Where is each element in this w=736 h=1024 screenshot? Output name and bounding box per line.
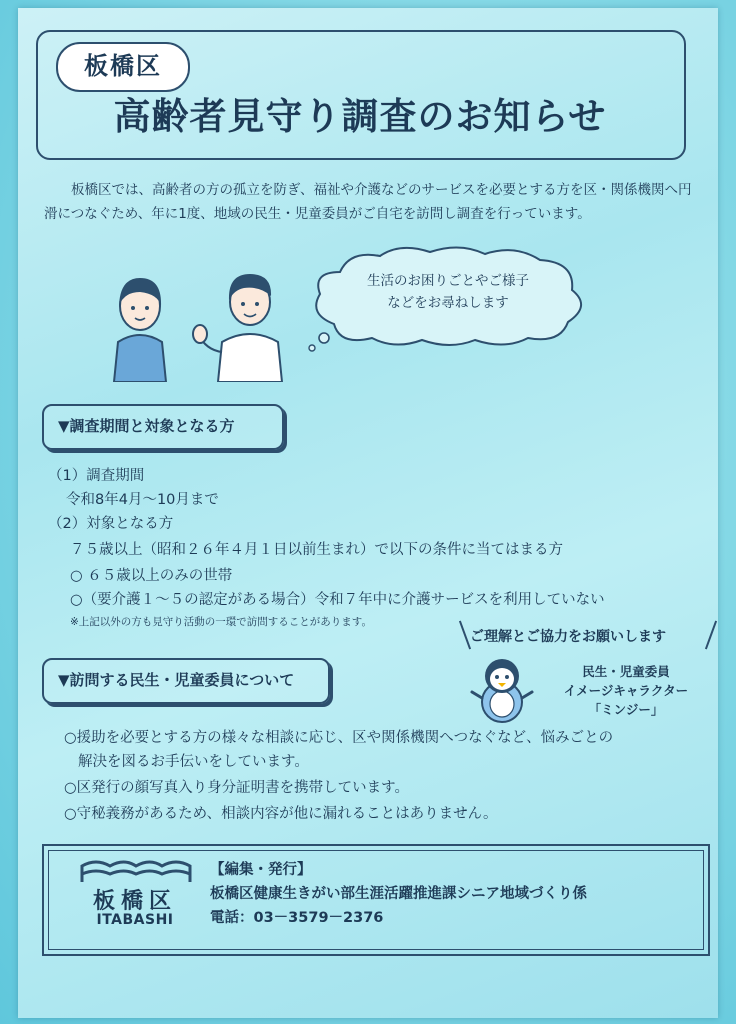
survey-period-heading: ▼調査期間と対象となる方	[42, 404, 284, 450]
mascot-type: イメージキャラクター	[563, 683, 689, 698]
cooperation-request: ご理解とご協力をお願いします	[470, 629, 666, 645]
residents-illustration	[110, 270, 300, 382]
itabashi-logo-icon	[78, 860, 194, 884]
speech-line-2: などをお尋ねします	[387, 295, 509, 311]
speech-line-1: 生活のお困りごとやご様子	[367, 273, 529, 289]
target-condition: ７５歳以上（昭和２６年４月１日以前生まれ）で以下の条件に当てはまる方	[70, 542, 563, 558]
period-value: 令和8年4月～10月まで	[66, 492, 219, 508]
publisher-label: 【編集・発行】	[210, 862, 312, 878]
publisher-info	[210, 858, 587, 930]
publisher-phone: 電話：03－3579－2376	[210, 910, 384, 926]
notice-sheet	[18, 8, 718, 1018]
mascot-role: 民生・児童委員	[582, 664, 670, 679]
publisher-department: 板橋区健康生きがい部生涯活躍推進課シニア地域づくり係	[210, 886, 587, 902]
volunteer-item-support-1: ○援助を必要とする方の様々な相談に応じ、区や関係機関へつなぐなど、悩みごとの	[64, 730, 614, 746]
logo-text-en: ITABASHI	[96, 912, 174, 928]
volunteer-item-id-card: ○区発行の顔写真入り身分証明書を携帯しています。	[64, 780, 409, 796]
target-item-care: ○（要介護１～５の認定がある場合）令和７年中に介護サービスを利用していない	[70, 592, 605, 608]
decor-slash-right	[705, 621, 717, 650]
volunteer-info-heading: ▼訪問する民生・児童委員について	[42, 658, 330, 704]
mascot-name: 「ミンジー」	[588, 702, 664, 717]
ward-badge: 板橋区	[56, 42, 190, 92]
logo-text-ja: 板橋区	[92, 889, 177, 914]
mascot-minjee-illustration	[470, 654, 534, 724]
mascot-caption	[542, 662, 710, 719]
page-title: 高齢者見守り調査のお知らせ	[113, 95, 607, 138]
man-figure	[193, 274, 282, 382]
volunteer-item-confidentiality: ○守秘義務があるため、相談内容が他に漏れることはありません。	[64, 806, 498, 822]
target-note: ※上記以外の方も見守り活動の一環で訪問することがあります。	[70, 616, 372, 628]
speech-cloud-text	[318, 270, 578, 314]
volunteer-item-support-2: 解決を図るお手伝いをしています。	[78, 754, 309, 770]
target-label: （2）対象となる方	[48, 516, 174, 532]
period-label: （1）調査期間	[48, 468, 145, 484]
intro-paragraph: 板橋区では、高齢者の方の孤立を防ぎ、福祉や介護などのサービスを必要とする方を区・関係機関へ円滑につなぐため、年に1度、地域の民生・児童委員がご自宅を訪問し調査を行っています。	[44, 182, 692, 222]
woman-figure	[114, 278, 166, 382]
target-item-household: ○ ６５歳以上のみの世帯	[70, 568, 233, 584]
